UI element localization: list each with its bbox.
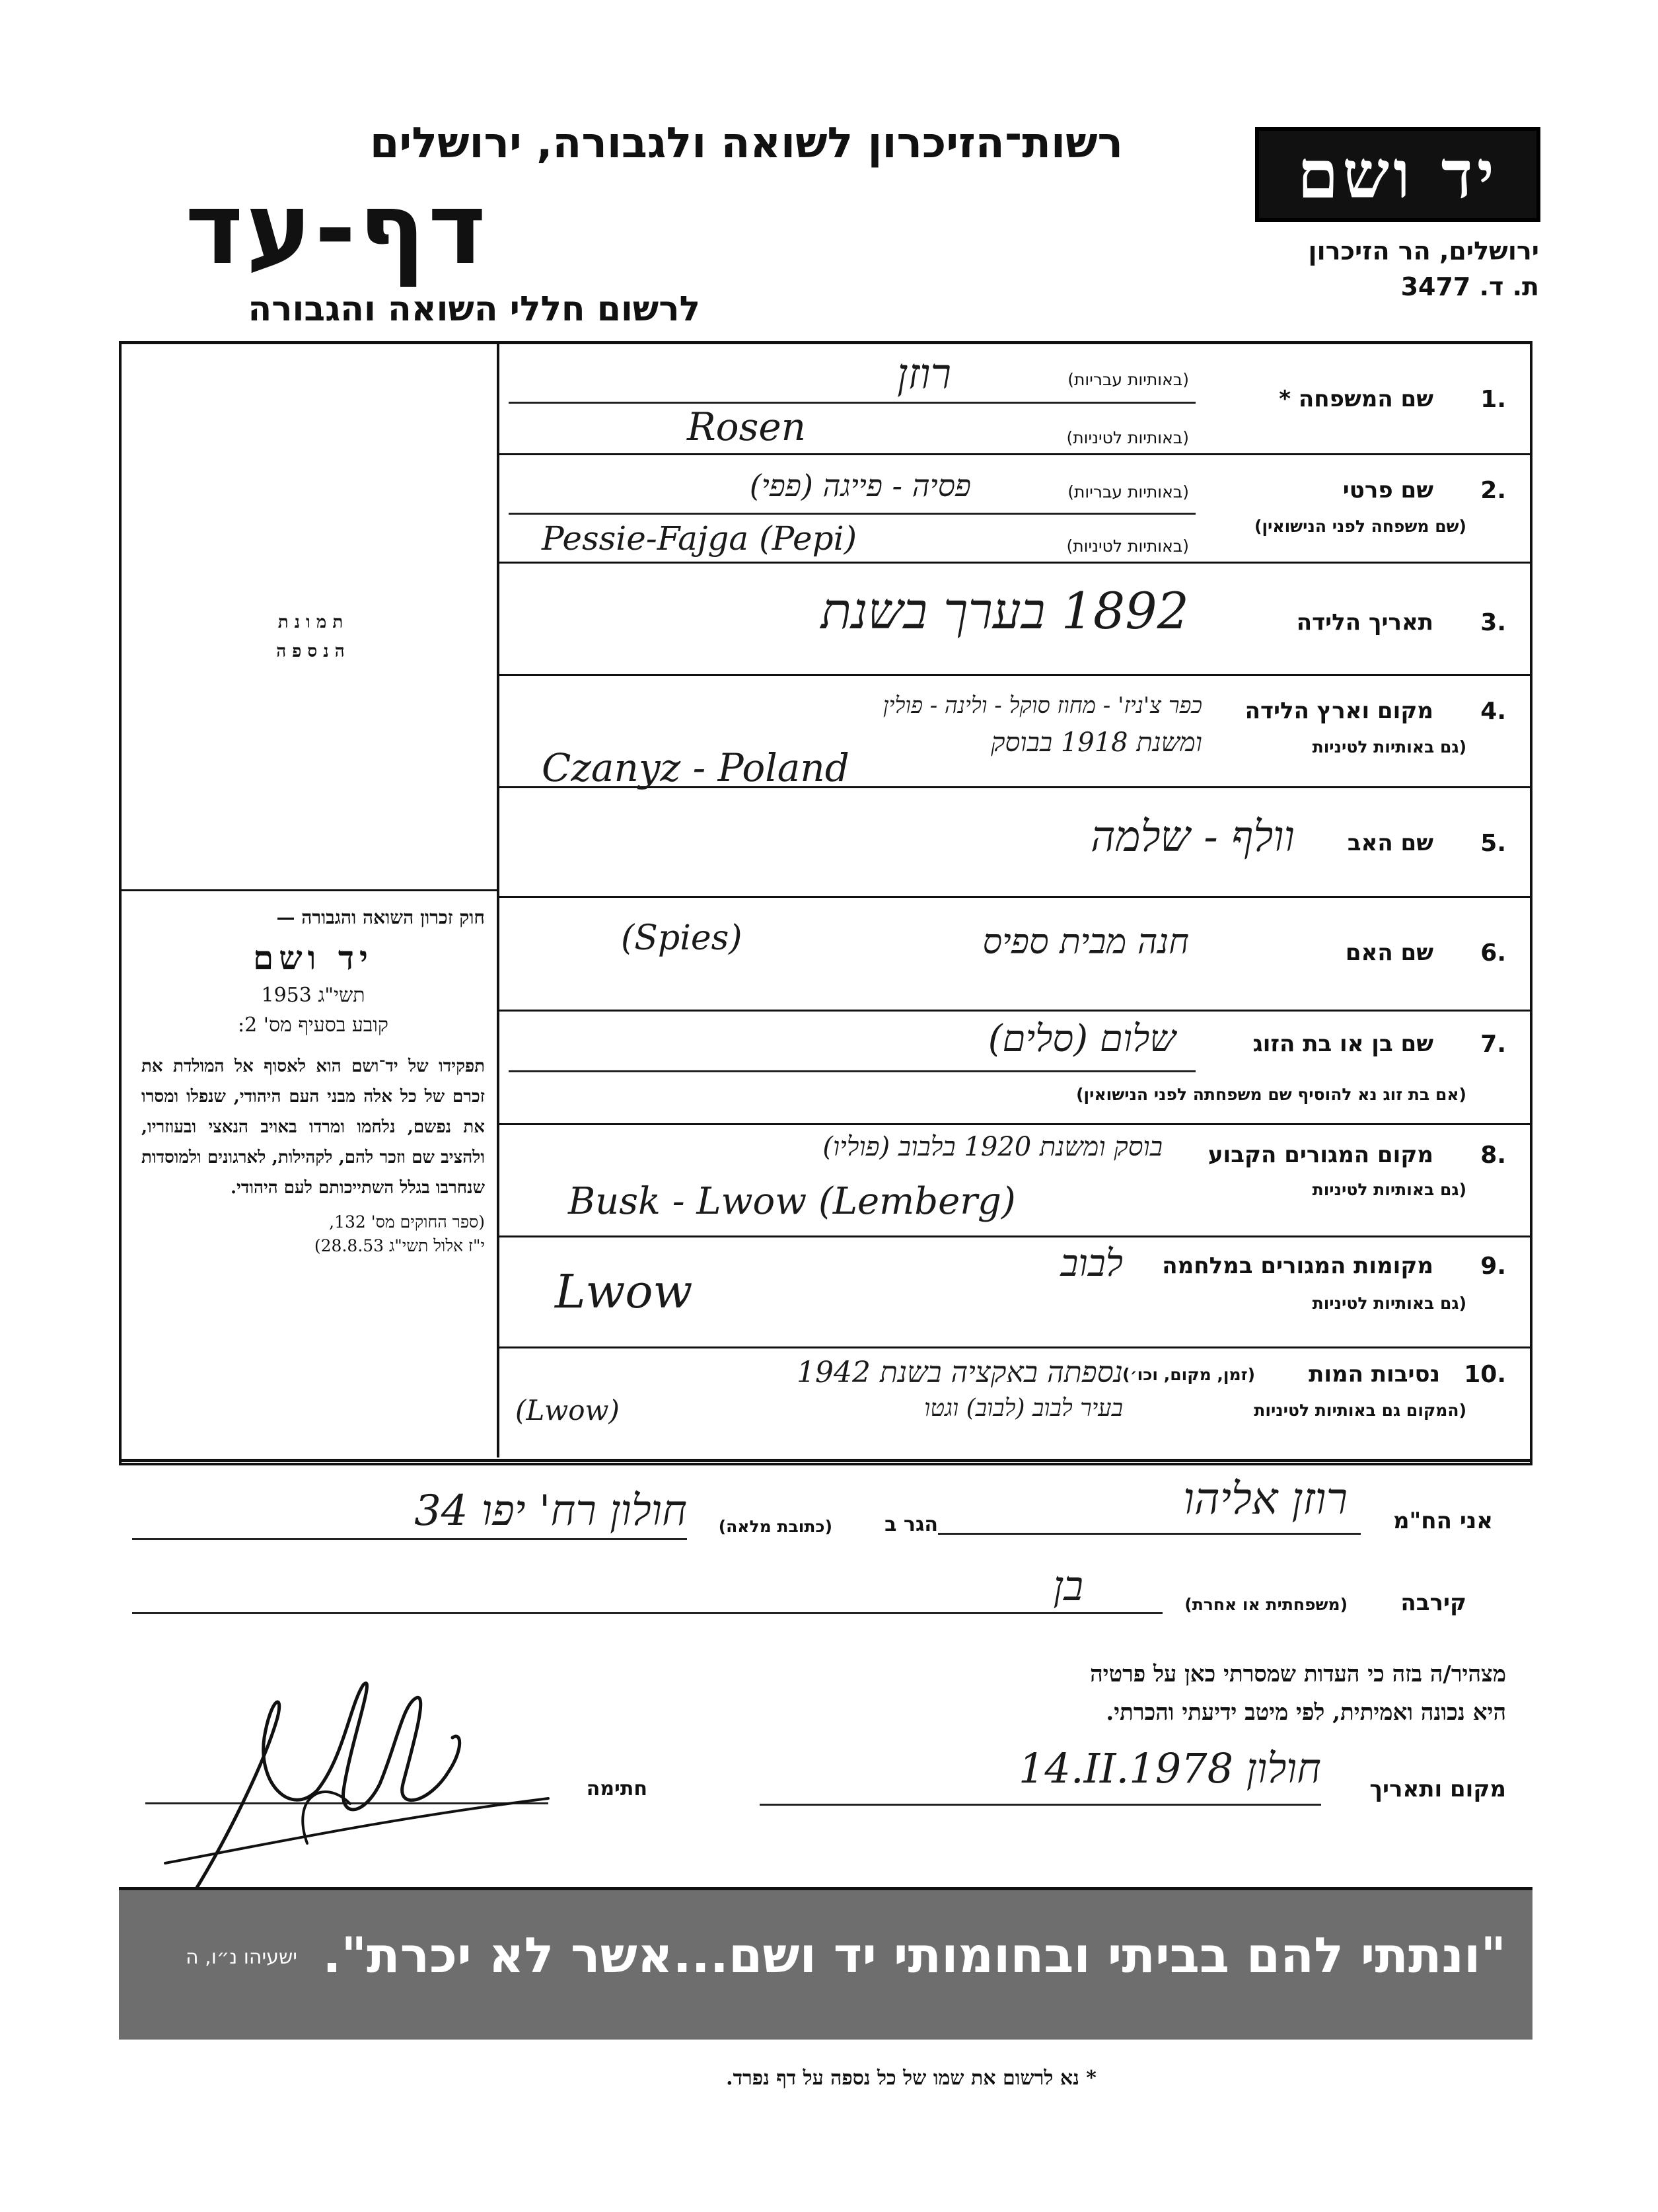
field-9-latin-value[interactable]: Lwow — [555, 1265, 693, 1319]
field-2-number: 2. — [1480, 477, 1506, 504]
law-body: תפקידו של יד־ושם הוא לאסוף אל המולדת את זכרם של כל אלה מבני העם היהודי, שנפלו ומסרו את נפשם, נלחמו ומרדו באויב הנאצי ובעוזריו, ולהציב שם וזכר להם, לקהילות, לארגונים ולמוסדות שנחרבו בגלל השתייכותם לעם היהודי. — [141, 1056, 485, 1198]
field-3-value[interactable]: 1892 בערך בשנת — [820, 581, 1189, 640]
law-ref-2: י"ז אלול תשי"ג 28.8.53) — [314, 1236, 485, 1255]
row-sep-9 — [499, 1346, 1530, 1348]
field-2-latin-value[interactable]: Pessie-Fajga (Pepi) — [542, 519, 857, 558]
field-6-number: 6. — [1480, 940, 1506, 967]
field-4-hebrew-value[interactable]: כפר צ'ניז' - מחוז סוקל - ולינה - פולין — [883, 692, 1202, 719]
field-2-hebrew-value[interactable]: פסיה - פייגה (פפי) — [749, 468, 971, 503]
field-2-hebrew-caption: (באותיות עבריות) — [1067, 482, 1189, 501]
quote-banner — [119, 1887, 1532, 2040]
witness-name-value[interactable]: רוזן אליהו — [1183, 1473, 1348, 1524]
field-2-hebrew-line — [509, 513, 1196, 515]
field-8-hebrew-value[interactable]: בוסק ומשנת 1920 בלבוב (פוליו) — [822, 1132, 1163, 1162]
field-10-label: נסיבות המות — [1309, 1361, 1440, 1387]
law-clause: קובע בסעיף מס' 2: — [238, 1014, 388, 1037]
law-top-rule — [119, 889, 498, 891]
field-2-sub: (שם משפחה לפני הנישואין) — [1254, 517, 1466, 536]
row-sep-2 — [499, 562, 1530, 564]
row-sep-3 — [499, 674, 1530, 676]
field-10-label-extra: (זמן, מקום, וכו׳) — [1122, 1365, 1255, 1384]
witness-relation-line — [132, 1612, 1163, 1614]
page-subtitle: לרשום חללי השואה והגבורה — [248, 289, 700, 329]
law-name: יד ושם — [253, 938, 373, 977]
field-7-line — [509, 1070, 1196, 1072]
authority-title: רשות־הזיכרון לשואה ולגבורה, ירושלים — [369, 119, 1123, 168]
po-box: ת. ד. 3477 — [1400, 272, 1539, 301]
field-7-label: שם בן או בת הזוג — [1252, 1031, 1433, 1057]
address: ירושלים, הר הזיכרון — [1308, 237, 1539, 266]
field-7-sub: (אם בת זוג נא להוסיף שם משפחתה לפני הנישואין) — [1076, 1085, 1466, 1104]
law-ref-1: (ספר החוקים מס' 132, — [329, 1212, 485, 1232]
field-1-hebrew-caption: (באותיות עבריות) — [1067, 370, 1189, 389]
witness-relation-label: קירבה — [1400, 1590, 1466, 1616]
law-section — [141, 906, 485, 1256]
page-title: דף-עד — [185, 172, 489, 287]
witness-address-caption: (כתובת מלאה) — [718, 1517, 832, 1536]
witness-i-label: אני הח"מ — [1392, 1508, 1493, 1534]
row-sep-6 — [499, 1010, 1530, 1012]
field-6-label: שם האם — [1345, 940, 1433, 966]
witness-relation-value[interactable]: בן — [1053, 1562, 1083, 1610]
signature-icon — [152, 1645, 561, 1909]
row-sep-8 — [499, 1235, 1530, 1237]
photo-line-1: ת מ ו נ ת — [277, 612, 343, 632]
footnote: * נא לרשום את שמו של כל נספה על דף נפרד. — [726, 2067, 1097, 2090]
field-1-label: שם המשפחה * — [1279, 386, 1433, 412]
field-7-value[interactable]: שלום (סלים) — [988, 1017, 1176, 1060]
field-1-number: 1. — [1480, 386, 1506, 413]
field-6-latin-value[interactable]: (Spies) — [621, 918, 742, 958]
row-sep-1 — [499, 453, 1530, 455]
field-4-sub: (גם באותיות לטיניות — [1312, 737, 1466, 756]
field-9-label: מקומות המגורים במלחמה — [1162, 1253, 1433, 1279]
banner-quote: "ונתתי להם בביתי ובחומותי יד ושם...אשר לא יכרת". — [322, 1927, 1506, 1984]
declaration-line-1: מצהיר/ה בזה כי העדות שמסרתי כאן על פרטיה — [1090, 1661, 1506, 1687]
field-2-label: שם פרטי — [1342, 477, 1433, 503]
yad-vashem-logo — [1255, 127, 1540, 222]
place-date-line — [760, 1804, 1321, 1806]
field-10-sub: (המקום גם באותיות לטיניות — [1254, 1401, 1466, 1420]
witness-address-line — [132, 1538, 687, 1540]
photo-line-2: ה נ ס פ ה — [276, 642, 345, 661]
photo-placeholder — [198, 608, 423, 666]
declaration-line-2: היא נכונה ואמיתית, לפי מיטב ידיעתי והכרתי. — [1106, 1699, 1506, 1726]
field-8-label: מקום המגורים הקבוע — [1207, 1142, 1433, 1168]
signature-label: חתימה — [586, 1777, 647, 1800]
law-title: חוק זכרון השואה והגבורה — — [276, 906, 485, 928]
fields-bottom-rule — [119, 1459, 1532, 1462]
field-1-latin-value[interactable]: Rosen — [687, 404, 807, 449]
field-10-hebrew-value[interactable]: נספתה באקציה בשנת 1942 — [797, 1356, 1123, 1389]
field-6-value[interactable]: חנה מבית ספיס — [982, 922, 1189, 962]
banner-source: ישעיהו נ״ו, ה — [186, 1946, 297, 1969]
field-4-latin-value[interactable]: Czanyz - Poland — [542, 745, 849, 790]
field-10-number: 10. — [1464, 1361, 1506, 1388]
row-sep-5 — [499, 896, 1530, 898]
field-8-sub: (גם באותיות לטיניות — [1312, 1180, 1466, 1199]
field-4-number: 4. — [1480, 698, 1506, 725]
field-9-hebrew-value[interactable]: לבוב — [1060, 1242, 1123, 1285]
place-date-value[interactable]: 14.II.1978 חולון — [1018, 1744, 1321, 1792]
field-1-latin-caption: (באותיות לטיניות) — [1066, 428, 1189, 447]
witness-resides-label: הגר ב — [884, 1513, 938, 1536]
field-3-label: תאריך הלידה — [1296, 609, 1433, 636]
field-8-latin-value[interactable]: Busk - Lwow (Lemberg) — [568, 1180, 1016, 1223]
field-4-hebrew-value-2[interactable]: ומשנת 1918 בבוסק — [991, 727, 1202, 758]
logo-text: יד ושם — [1297, 135, 1498, 213]
place-date-label: מקום ותאריך — [1369, 1776, 1506, 1802]
field-9-sub: (גם באותיות לטיניות — [1312, 1294, 1466, 1313]
field-3-number: 3. — [1480, 609, 1506, 636]
field-5-number: 5. — [1480, 830, 1506, 857]
column-divider — [497, 341, 499, 1457]
witness-address-value[interactable]: חולון רח' יפו 34 — [414, 1487, 687, 1535]
field-5-label: שם האב — [1347, 830, 1433, 856]
field-5-value[interactable]: וולף - שלמה — [1091, 813, 1295, 862]
field-10-hebrew-value-2[interactable]: בעיר לבוב (לבוב) וגטו — [924, 1395, 1123, 1422]
field-2-latin-caption: (באותיות לטיניות) — [1066, 536, 1189, 556]
witness-name-line — [938, 1533, 1361, 1535]
law-year: תשי"ג 1953 — [261, 984, 365, 1007]
witness-relation-caption: (משפחתית או אחרת) — [1184, 1595, 1348, 1614]
field-7-number: 7. — [1480, 1031, 1506, 1058]
field-1-hebrew-line — [509, 402, 1196, 404]
field-4-label: מקום וארץ הלידה — [1244, 698, 1433, 724]
field-9-number: 9. — [1480, 1253, 1506, 1280]
row-sep-7 — [499, 1123, 1530, 1125]
field-10-latin-value[interactable]: (Lwow) — [515, 1394, 620, 1426]
field-1-hebrew-value[interactable]: רוזן — [897, 350, 951, 399]
field-8-number: 8. — [1480, 1142, 1506, 1169]
